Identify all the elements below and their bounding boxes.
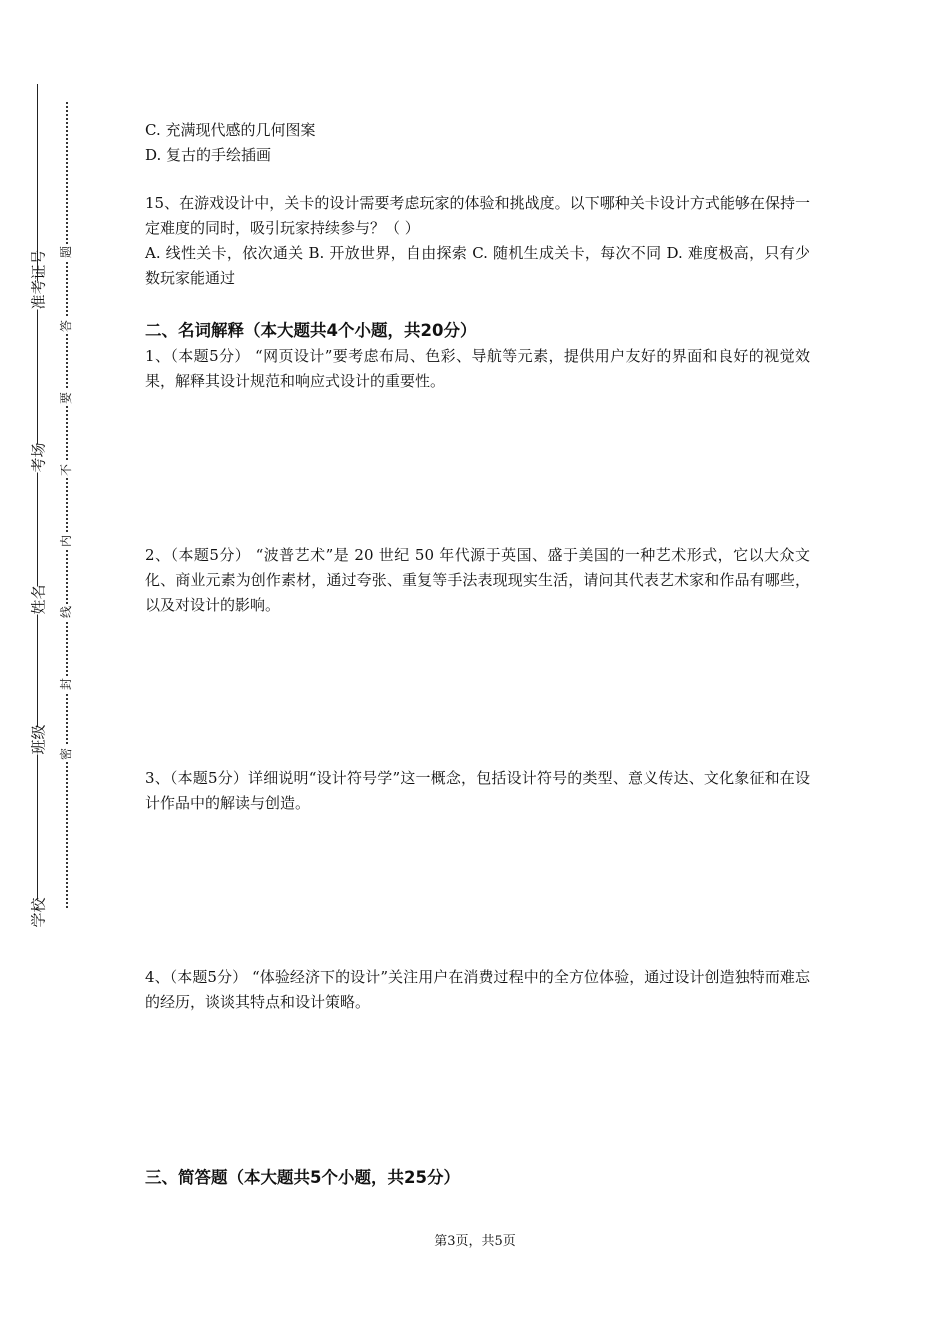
term-question-2: 2、（本题5分） “波普艺术”是 20 世纪 50 年代源于英国、盛于美国的一种艺术形式，它以大众文化、商业元素为创作素材，通过夸张、重复等手法表现现实生活，请问其代表艺术家和作品有哪些，以及对设计的影响。 — [145, 546, 810, 614]
binding-solid-line — [37, 84, 38, 922]
seal-char: 内 — [59, 535, 73, 548]
section-2-title: 二、名词解释（本大题共4个小题，共20分） — [145, 321, 477, 340]
question-15-options: A. 线性关卡，依次通关 B. 开放世界，自由探索 C. 随机生成关卡，每次不同 D. 难度极高，只有少数玩家能通过 — [145, 244, 810, 287]
seal-char: 密 — [59, 748, 73, 761]
option-c: C. 充满现代感的几何图案 — [145, 121, 316, 139]
seal-char: 线 — [59, 606, 73, 619]
question-15-stem: 15、在游戏设计中，关卡的设计需要考虑玩家的体验和挑战度。以下哪种关卡设计方式能够在保持一定难度的同时，吸引玩家持续参与？（ ） — [145, 194, 810, 237]
margin-label-exam-number: 准考证号 — [29, 249, 48, 310]
margin-label-exam-room: 考场 — [29, 442, 48, 473]
margin-label-school: 学校 — [29, 897, 48, 928]
page-top-content — [145, 118, 810, 291]
section-3-title: 三、简答题（本大题共5个小题，共25分） — [145, 1168, 460, 1187]
term-question-3: 3、（本题5分）详细说明“设计符号学”这一概念，包括设计符号的类型、意义传达、文化象征和在设计作品中的解读与创造。 — [145, 769, 810, 812]
binding-dotted-line — [66, 102, 68, 908]
seal-char: 题 — [59, 246, 73, 259]
option-d: D. 复古的手绘插画 — [145, 146, 272, 164]
term-question-1: 1、（本题5分） “网页设计”要考虑布局、色彩、导航等元素，提供用户友好的界面和良好的视觉效果，解释其设计规范和响应式设计的重要性。 — [145, 347, 810, 390]
margin-label-class: 班级 — [29, 724, 48, 755]
seal-char: 要 — [59, 392, 73, 405]
seal-char: 不 — [59, 464, 73, 477]
page-footer: 第3页，共5页 — [434, 1234, 516, 1249]
seal-char: 答 — [59, 320, 73, 333]
margin-label-name: 姓名 — [29, 584, 48, 615]
seal-char: 封 — [59, 678, 73, 691]
term-question-4: 4、（本题5分） “体验经济下的设计”关注用户在消费过程中的全方位体验，通过设计创造独特而难忘的经历，谈谈其特点和设计策略。 — [145, 968, 810, 1011]
